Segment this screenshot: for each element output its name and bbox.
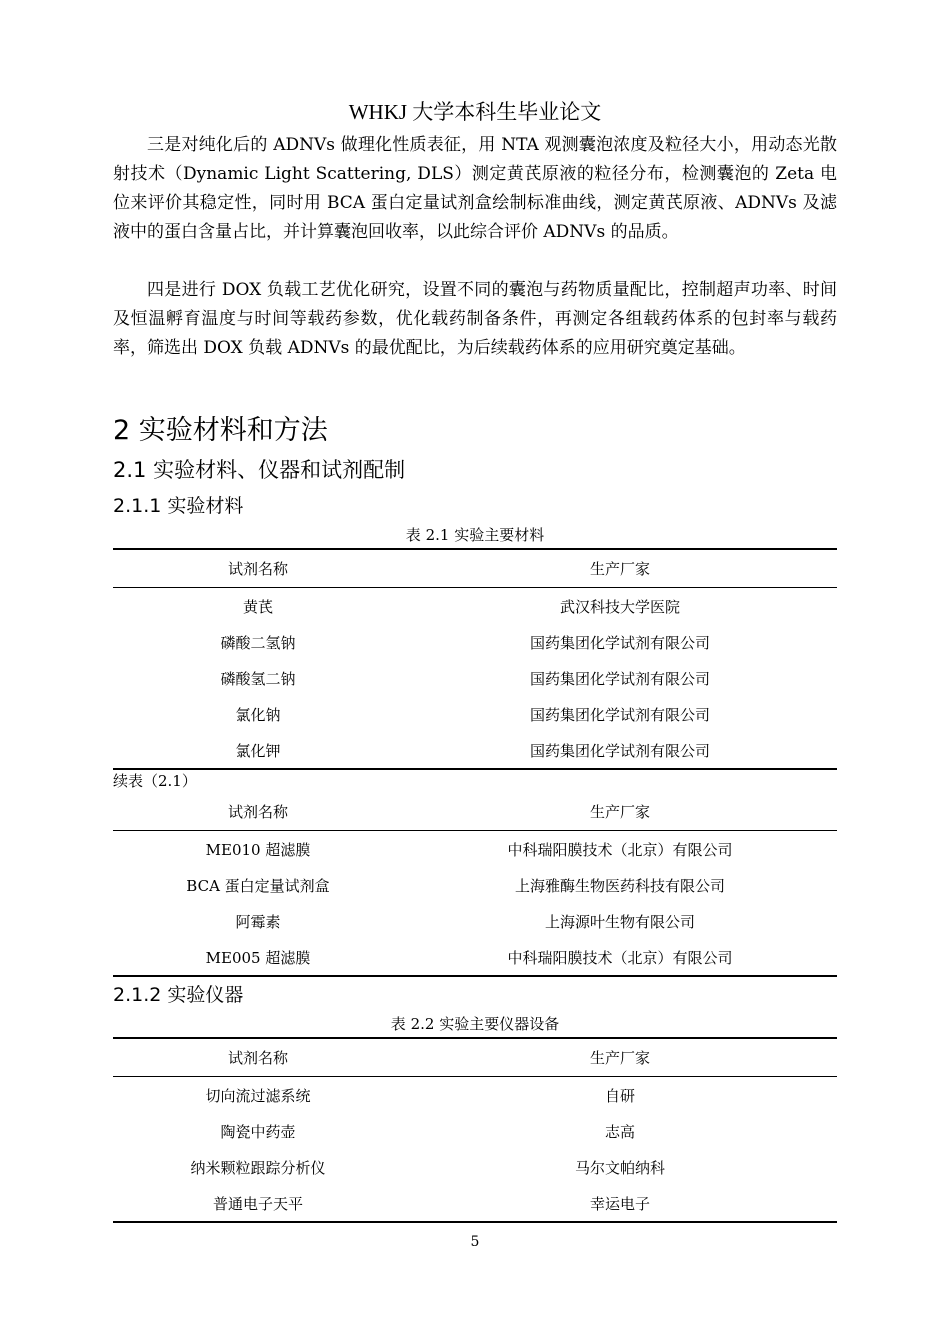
cell-manufacturer: 国药集团化学试剂有限公司 xyxy=(529,669,710,688)
cell-reagent: 陶瓷中药壶 xyxy=(220,1122,296,1141)
header-reagent: 试剂名称 xyxy=(113,793,403,831)
cell-manufacturer: 上海雅酶生物医药科技有限公司 xyxy=(514,876,725,895)
cell-manufacturer: 武汉科技大学医院 xyxy=(559,597,680,616)
table-row xyxy=(113,867,837,903)
cell-reagent: 普通电子天平 xyxy=(113,1185,403,1222)
cell-reagent: 磷酸氢二钠 xyxy=(220,669,296,688)
cell-manufacturer: 志高 xyxy=(604,1122,635,1141)
cell-manufacturer: 国药集团化学试剂有限公司 xyxy=(403,732,837,769)
cell-reagent: 磷酸二氢钠 xyxy=(220,633,296,652)
cell-manufacturer: 中科瑞阳膜技术（北京）有限公司 xyxy=(403,939,837,976)
table-row xyxy=(113,1185,837,1222)
cell-reagent: ME010 超滤膜 xyxy=(205,840,311,859)
table-row xyxy=(113,1113,837,1149)
materials-table xyxy=(113,548,837,770)
table-row xyxy=(113,732,837,769)
header-manufacturer: 生产厂家 xyxy=(403,1038,837,1077)
subsubsection-materials: 2.1.1 实验材料 xyxy=(113,495,244,517)
cell-reagent: 黄芪 xyxy=(242,597,273,616)
cell-manufacturer: 国药集团化学试剂有限公司 xyxy=(529,633,710,652)
cell-reagent: 氯化钾 xyxy=(113,732,403,769)
subsubsection-instruments: 2.1.2 实验仪器 xyxy=(113,984,244,1006)
cell-manufacturer: 自研 xyxy=(604,1086,635,1105)
cell-reagent: 阿霉素 xyxy=(235,912,281,931)
cell-manufacturer: 中科瑞阳膜技术（北京）有限公司 xyxy=(507,840,733,859)
table-header-row xyxy=(113,1038,837,1077)
cell-manufacturer: 马尔文帕纳科 xyxy=(574,1158,665,1177)
cell-reagent: 氯化钠 xyxy=(235,705,281,724)
subsection-heading: 2.1 实验材料、仪器和试剂配制 xyxy=(113,458,406,482)
paragraph-dox-loading: 四是进行 DOX 负载工艺优化研究，设置不同的囊泡与药物质量配比，控制超声功率、时间及恒温孵育温度与时间等载药参数，优化载药制备条件，再测定各组载药体系的包封率与载药率，筛选出 DOX 负载 ADNVs 的最优配比，为后续载药体系的应用研究奠定基础。 xyxy=(113,280,837,358)
instruments-table xyxy=(113,1037,837,1223)
table-row xyxy=(113,588,837,625)
table-row xyxy=(113,624,837,660)
table-row xyxy=(113,831,837,868)
table-row xyxy=(113,1149,837,1185)
table2-caption: 表 2.2 实验主要仪器设备 xyxy=(390,1015,560,1033)
cell-reagent: ME005 超滤膜 xyxy=(113,939,403,976)
cell-manufacturer: 国药集团化学试剂有限公司 xyxy=(529,705,710,724)
header-manufacturer: 生产厂家 xyxy=(403,549,837,588)
continued-table-label: 续表（2.1） xyxy=(113,772,197,790)
page-number: 5 xyxy=(470,1234,480,1250)
table-row xyxy=(113,903,837,939)
header-reagent: 试剂名称 xyxy=(113,1038,403,1077)
table-row xyxy=(113,696,837,732)
cell-reagent: 纳米颗粒跟踪分析仪 xyxy=(190,1158,326,1177)
header-reagent: 试剂名称 xyxy=(113,549,403,588)
section-heading: 2 实验材料和方法 xyxy=(113,415,328,446)
cell-manufacturer: 上海源叶生物有限公司 xyxy=(544,912,695,931)
table-header-row xyxy=(113,793,837,831)
table-row xyxy=(113,1077,837,1114)
table-header-row xyxy=(113,549,837,588)
table-row xyxy=(113,660,837,696)
cell-reagent: 切向流过滤系统 xyxy=(205,1086,311,1105)
cell-manufacturer: 幸运电子 xyxy=(403,1185,837,1222)
paragraph-characterization: 三是对纯化后的 ADNVs 做理化性质表征，用 NTA 观测囊泡浓度及粒径大小，用动态光散射技术（Dynamic Light Scattering, DLS）测定黄芪原液的粒径分布，检测囊泡的 Zeta 电位来评价其稳定性，同时用 BCA 蛋白定量试剂盒绘制标准曲线，测定黄芪原液、ADNVs 及滤液中的蛋白含量占比，并计算囊泡回收率，以此综合评价 ADNVs 的品质。 xyxy=(113,135,837,242)
page-header: WHKJ 大学本科生毕业论文 xyxy=(348,100,602,124)
materials-table-continued xyxy=(113,793,837,977)
header-manufacturer: 生产厂家 xyxy=(403,793,837,831)
cell-reagent: BCA 蛋白定量试剂盒 xyxy=(186,876,330,895)
table1-caption: 表 2.1 实验主要材料 xyxy=(405,526,545,544)
table-row xyxy=(113,939,837,976)
